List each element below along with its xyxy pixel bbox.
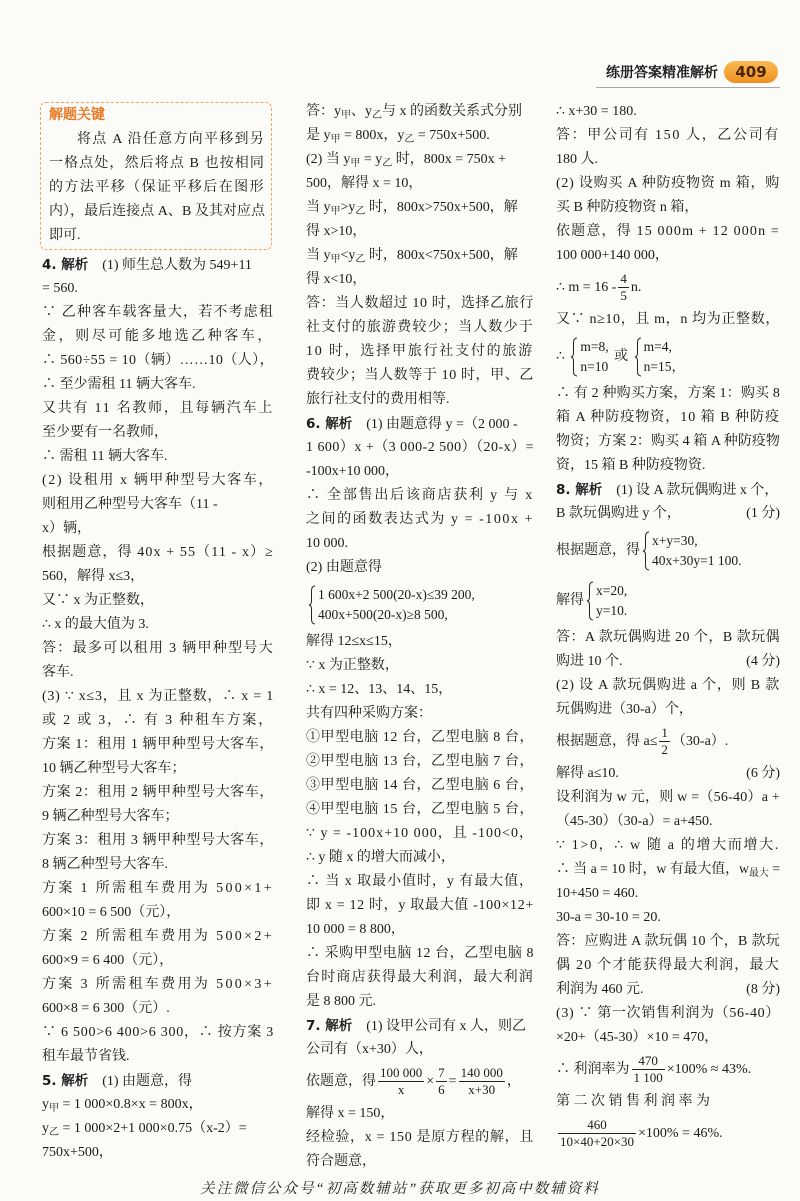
- text-line: 社支付的旅游费较少；当人数少于: [306, 320, 534, 335]
- subscript: 乙: [404, 134, 415, 145]
- text-line: 经检验，x = 150 是原方程的解，且: [306, 1130, 534, 1145]
- question-label: 6. 解析: [306, 416, 353, 432]
- text-line: [556, 762, 780, 786]
- text-line: ④甲型电脑 15 台，乙型电脑 5 台，: [306, 802, 534, 817]
- fraction-numerator: 1: [661, 725, 668, 741]
- text-segment: =: [448, 1074, 457, 1089]
- subscript: 乙: [49, 1127, 59, 1138]
- subscript: 乙: [382, 158, 393, 169]
- text-line: 解得 12≤x≤15，: [306, 634, 402, 649]
- text-line: [306, 412, 534, 436]
- text-segment: 根据题意，得: [556, 543, 640, 558]
- text-line: ×20+（45-30）×10 = 470，: [556, 1030, 719, 1045]
- text-line: [42, 1117, 274, 1141]
- text-line: ∵ 1>0，∴ w 随 a 的增大而增大.: [556, 838, 780, 853]
- brace-symbol: [586, 581, 594, 621]
- score-mark: (6 分): [746, 766, 780, 781]
- text-line: 解得 x = 150，: [306, 1106, 395, 1121]
- text-line: [556, 978, 780, 1002]
- text-segment: <y: [340, 248, 356, 263]
- text-line: 答：最多可以租用 3 辆甲种型号大: [42, 641, 274, 656]
- text-segment: 当 y: [306, 248, 331, 263]
- question-label: 5. 解析: [42, 1073, 89, 1089]
- text-segment: = y: [360, 152, 383, 167]
- text-line: [42, 253, 274, 277]
- brace-symbol: [634, 337, 642, 377]
- equation-rows: [652, 531, 741, 571]
- text-line: 得 x>10，: [306, 224, 367, 239]
- text-line: 答：甲公司有 150 人，乙公司有: [556, 128, 780, 143]
- text-line: 租车最节省钱.: [42, 1049, 130, 1064]
- text-line: 100 000+140 000，: [556, 248, 669, 263]
- text-line: [556, 332, 780, 382]
- text-line: 费较少；当人数等于 10 时，甲、乙: [306, 368, 534, 383]
- score-mark: (8 分): [746, 982, 780, 997]
- text-segment: y: [42, 1121, 49, 1136]
- text-line: 之间的函数表达式为 y = -100x +: [306, 512, 535, 527]
- subscript: 甲: [330, 206, 341, 217]
- text-line: [306, 1014, 534, 1038]
- text-line: 又∵ n≥10，且 m，n 均为正整数，: [556, 312, 780, 327]
- text-segment: (1) 由题意得 y =（2 000 -: [352, 417, 518, 432]
- text-line: [306, 100, 534, 124]
- equation-row: x+y=30,: [652, 532, 698, 548]
- text-line: 8 辆乙种型号大客车.: [42, 857, 168, 872]
- text-line: 至少要有一名教师，: [42, 425, 168, 440]
- text-line: ∴ 有 2 种购买方案，方案 1：购买 8: [556, 386, 781, 401]
- text-segment: 答：y: [306, 104, 341, 119]
- text-segment: y: [42, 1097, 49, 1112]
- text-segment: 当 y: [306, 200, 331, 215]
- equation-row: y=10.: [596, 602, 628, 618]
- text-line: [556, 478, 780, 502]
- text-segment: 是 y: [306, 128, 331, 143]
- text-line: (3) ∵ x≤3，且 x 为正整数，∴ x = 1: [42, 689, 274, 704]
- text-line: [306, 124, 534, 148]
- text-line: 得 x<10，: [306, 272, 367, 287]
- brace-path: [643, 532, 649, 570]
- fraction: [459, 1065, 505, 1098]
- equation-system: [642, 531, 741, 571]
- fraction-denominator: x+30: [468, 1082, 496, 1098]
- key-box-line: 一格点处，然后将点 B 也按相同: [49, 156, 266, 171]
- text-segment: 利润为 460 元.: [556, 982, 644, 997]
- subscript: 乙: [355, 254, 366, 265]
- equation-row: m=4,: [643, 338, 672, 354]
- text-line: 则租用乙种型号大客车（11 -: [42, 497, 218, 512]
- text-segment: = 750x+500.: [414, 128, 490, 143]
- text-line: （45-30）（30-a）= a+450.: [556, 814, 713, 829]
- equation-rows: [596, 581, 627, 621]
- text-segment: 与 x 的函数关系式分别: [382, 104, 522, 119]
- text-line: [42, 1069, 274, 1093]
- subscript: 甲: [341, 110, 351, 121]
- subscript: 最大: [748, 868, 769, 879]
- text-line: 根据题意，得 40x + 55（11 - x）≥: [42, 545, 274, 560]
- answer-column-2: [306, 100, 534, 1174]
- text-line: 10 000 = 8 800，: [306, 922, 405, 937]
- text-segment: (1) 由题意，得: [88, 1074, 193, 1089]
- fraction: [618, 271, 629, 304]
- header-rule: [596, 87, 780, 88]
- text-line: (2) 设购买 A 种防疫物资 m 箱，购: [556, 176, 780, 191]
- text-segment: （30-a）.: [671, 734, 729, 749]
- text-line: 10 时，选择甲旅行社支付的旅游: [306, 344, 534, 359]
- text-line: ②甲型电脑 13 台，乙型电脑 7 台，: [306, 754, 534, 769]
- question-label: 8. 解析: [556, 482, 603, 498]
- brace-path: [309, 586, 315, 624]
- score-mark: (4 分): [746, 654, 780, 669]
- text-line: 依题意，得 15 000m + 12 000n =: [556, 224, 781, 239]
- text-line: 符合题意，: [306, 1154, 376, 1169]
- text-line: 物资；方案 2：购买 4 箱 A 种防疫物: [556, 434, 780, 449]
- brace-symbol: [642, 531, 650, 571]
- text-segment: (1) 设 A 款玩偶购进 x 个，: [602, 483, 779, 498]
- text-line: 买 B 种防疫物资 n 箱，: [556, 200, 699, 215]
- answer-column-1: [42, 253, 274, 1165]
- equation-row: n=10: [580, 358, 609, 374]
- text-line: 又∵ x 为正整数，: [42, 593, 154, 608]
- text-line: ∴ x = 12、13、14、15，: [306, 682, 453, 697]
- equation-row: x=20,: [596, 582, 628, 598]
- text-line: [306, 1062, 534, 1102]
- text-line: 答：应购进 A 款玩偶 10 个，B 款玩: [556, 934, 780, 949]
- text-line: 答：当人数超过 10 时，选择乙旅行: [306, 296, 534, 311]
- fraction-denominator: 10×40+20×30: [560, 1134, 634, 1150]
- text-line: (2) 设租用 x 辆甲种型号大客车，: [42, 473, 274, 488]
- text-line: 600×8 = 6 300（元）.: [42, 1001, 170, 1016]
- text-line: ∴ y 随 x 的增大而减小，: [306, 850, 455, 865]
- fraction-numerator: 140 000: [460, 1065, 503, 1081]
- text-segment: n.: [630, 280, 642, 295]
- text-line: [306, 148, 534, 172]
- text-segment: 根据题意，得 a≤: [556, 734, 658, 749]
- text-line: [556, 1050, 780, 1090]
- text-line: [556, 268, 780, 308]
- text-segment: (2) 当 y: [306, 152, 351, 167]
- page-number-badge: 409: [724, 61, 778, 83]
- key-box-line: 将点 A 沿任意方向平移到另: [77, 132, 265, 147]
- text-segment: = 800x，y: [340, 128, 405, 143]
- equation-system: [586, 581, 627, 621]
- text-line: 方案 2：租用 2 辆甲种型号大客车，: [42, 785, 274, 800]
- answer-column-3: [556, 100, 780, 1154]
- fraction: [659, 725, 670, 758]
- text-line: ∵ 乙种客车载客量大，若不考虑租: [42, 305, 274, 320]
- text-line: 750x+500，: [42, 1145, 113, 1160]
- text-line: [42, 1093, 274, 1117]
- text-line: 即 x = 12 时，y 取最大值 -100×12+: [306, 898, 534, 913]
- text-segment: 解得 a≤10.: [556, 766, 619, 781]
- text-line: ∵ y = -100x+10 000，且 -100<0，: [306, 826, 535, 841]
- text-segment: 或: [610, 349, 632, 364]
- text-segment: = 1 000×0.8×x = 800x，: [59, 1097, 203, 1112]
- text-line: 设利润为 w 元，则 w =（56-40）a +: [556, 790, 781, 805]
- key-box-line: 内），最后连接点 A、B 及其对应点: [49, 204, 265, 219]
- text-line: 或 2 或 3，∴ 有 3 种租车方案，: [42, 713, 274, 728]
- text-line: 台时商店获得最大利润，最大利润: [306, 970, 534, 985]
- text-segment: 时，800x>750x+500，解: [365, 200, 518, 215]
- text-line: [306, 244, 534, 268]
- header-title: 练册答案精准解析: [606, 65, 718, 81]
- footer-promo-text: 关注微信公众号“初高数辅站”获取更多初高中数辅资料: [200, 1181, 600, 1197]
- fraction-numerator: 7: [438, 1065, 445, 1081]
- fraction-denominator: 2: [661, 742, 668, 758]
- text-segment: ×100% = 46%.: [638, 1126, 723, 1141]
- subscript: 乙: [355, 206, 366, 217]
- score-mark: (1 分): [746, 506, 780, 521]
- equation-rows: [644, 337, 685, 377]
- text-segment: B 款玩偶购进 y 个，: [556, 506, 681, 521]
- solution-key-box: [40, 102, 272, 250]
- text-line: 30-a = 30-10 = 20.: [556, 910, 661, 925]
- text-line: 偶 20 个才能获得最大利润，最大: [556, 958, 780, 973]
- text-line: 600×10 = 6 500（元），: [42, 905, 181, 920]
- text-line: 答：A 款玩偶购进 20 个，B 款玩偶: [556, 630, 780, 645]
- equation-row: 40x+30y=1 100.: [652, 552, 742, 568]
- text-line: ∴ 采购甲型电脑 12 台，乙型电脑 8: [306, 946, 534, 961]
- subscript: 甲: [350, 158, 361, 169]
- text-line: [556, 526, 780, 576]
- text-line: 10 辆乙种型号大客车；: [42, 761, 186, 776]
- text-line: 方案 3：租用 3 辆甲种型号大客车，: [42, 833, 274, 848]
- subscript: 甲: [330, 134, 341, 145]
- text-segment: ∴: [556, 349, 569, 364]
- text-line: [556, 502, 780, 526]
- fraction: [558, 1117, 636, 1150]
- equation-row: 400x+500(20-x)≥8 500,: [318, 606, 448, 622]
- text-line: (3) ∵ 第一次销售利润为（56-40）: [556, 1006, 780, 1021]
- fraction-numerator: 100 000: [380, 1065, 423, 1081]
- text-line: ∴ 当 x 取最小值时，y 有最大值，: [306, 874, 534, 889]
- text-segment: = 1 000×2+1 000×0.75（x-2）=: [59, 1121, 247, 1136]
- text-line: 是 8 800 元.: [306, 994, 376, 1009]
- fraction-numerator: 460: [558, 1117, 636, 1134]
- equation-row: n=15，: [643, 358, 686, 374]
- subscript: 乙: [372, 110, 382, 121]
- equation-system: [308, 585, 475, 625]
- text-line: 9 辆乙种型号大客车；: [42, 809, 179, 824]
- text-line: ∴ 560÷55 = 10（辆）……10（人），: [42, 353, 274, 368]
- text-line: 560，解得 x≤3，: [42, 569, 145, 584]
- subscript: 甲: [49, 1103, 59, 1114]
- key-box-line: 即可.: [49, 228, 81, 243]
- text-segment: 解得: [556, 593, 584, 608]
- subscript: 甲: [330, 254, 341, 265]
- text-line: 客车.: [42, 665, 74, 680]
- text-segment: ∴ 当 a = 10 时，w 有最大值，w: [556, 862, 749, 877]
- text-line: 方案 2 所需租车费用为 500×2+: [42, 929, 274, 944]
- text-segment: ×: [426, 1074, 435, 1089]
- fraction: [632, 1053, 665, 1086]
- text-line: 方案 3 所需租车费用为 500×3+: [42, 977, 274, 992]
- text-segment: ∴ 利润率为: [556, 1062, 630, 1077]
- text-line: ∴ 全部售出后该商店获利 y 与 x: [306, 488, 535, 503]
- text-segment: ∴ m = 16 -: [556, 280, 617, 295]
- text-segment: (1) 师生总人数为 549+11: [88, 258, 252, 273]
- text-line: 箱 A 种防疫物资，10 箱 B 种防疫: [556, 410, 780, 425]
- text-line: 玩偶购进（30-a）个，: [556, 702, 693, 717]
- text-line: -100x+10 000，: [306, 464, 400, 479]
- text-line: 旅行社支付的费用相等.: [306, 392, 450, 407]
- equation-rows: [318, 585, 475, 625]
- text-line: 方案 1 所需租车费用为 500×1+: [42, 881, 274, 896]
- text-segment: 购进 10 个.: [556, 654, 623, 669]
- text-line: = 560.: [42, 281, 78, 296]
- text-line: [306, 580, 534, 630]
- text-segment: 时，800x<750x+500，解: [365, 248, 518, 263]
- fraction-numerator: 4: [620, 271, 627, 287]
- brace-path: [634, 338, 640, 376]
- text-line: [306, 196, 534, 220]
- text-line: 180 人.: [556, 152, 598, 167]
- text-line: 10+450 = 460.: [556, 886, 639, 901]
- text-line: (2) 由题意得: [306, 560, 382, 575]
- text-segment: 依题意，得: [306, 1074, 376, 1089]
- text-segment: ，: [506, 1074, 521, 1089]
- text-segment: >y: [340, 200, 356, 215]
- text-line: (2) 设 A 款玩偶购进 a 个，则 B 款: [556, 678, 780, 693]
- brace-path: [587, 582, 593, 620]
- equation-row: m=8,: [580, 338, 609, 354]
- text-line: ∵ 6 500>6 400>6 300，∴ 按方案 3: [42, 1025, 274, 1040]
- text-line: 500，解得 x = 10，: [306, 176, 423, 191]
- text-line: 又共有 11 名教师，且每辆汽车上: [42, 401, 274, 416]
- text-line: 600×9 = 6 400（元），: [42, 953, 174, 968]
- text-line: 10 000.: [306, 536, 348, 551]
- text-segment: ×100% ≈ 43%.: [666, 1062, 752, 1077]
- fraction-denominator: x: [397, 1082, 405, 1098]
- brace-path: [571, 338, 577, 376]
- text-line: ∴ x+30 = 180.: [556, 104, 637, 119]
- text-line: 共有四种采购方案：: [306, 706, 432, 721]
- text-line: ∵ x 为正整数，: [306, 658, 399, 673]
- text-segment: =: [768, 862, 781, 877]
- fraction-denominator: 5: [620, 288, 627, 304]
- text-line: ∴ x 的最大值为 3.: [42, 617, 149, 632]
- question-label: 7. 解析: [306, 1018, 353, 1034]
- text-line: 资，15 箱 B 种防疫物资.: [556, 458, 706, 473]
- text-line: ∴ 需租 11 辆大客车.: [42, 449, 168, 464]
- text-line: ①甲型电脑 12 台，乙型电脑 8 台，: [306, 730, 534, 745]
- text-line: [556, 1114, 780, 1154]
- text-line: [556, 722, 780, 762]
- key-box-line: 的方法平移（保证平移后在图形: [49, 180, 266, 195]
- text-segment: 、y: [351, 104, 372, 119]
- text-line: [556, 576, 780, 626]
- text-line: 1 600）x +（3 000-2 500）（20-x）=: [306, 440, 534, 455]
- text-line: x）辆，: [42, 521, 91, 536]
- text-line: [556, 858, 781, 882]
- text-segment: (1) 设甲公司有 x 人，则乙: [352, 1019, 527, 1034]
- question-label: 4. 解析: [42, 257, 89, 273]
- text-line: ③甲型电脑 14 台，乙型电脑 6 台，: [306, 778, 534, 793]
- fraction: [378, 1065, 424, 1098]
- text-segment: 时，800x = 750x +: [392, 152, 507, 167]
- equation-system: [634, 337, 685, 377]
- fraction-denominator: 1 100: [633, 1070, 663, 1086]
- equation-rows: [580, 337, 608, 377]
- brace-symbol: [308, 585, 316, 625]
- equation-row: 1 600x+2 500(20-x)≤39 200,: [318, 586, 475, 602]
- fraction-numerator: 470: [632, 1053, 665, 1070]
- text-line: 公司有（x+30）人，: [306, 1042, 433, 1057]
- key-box-text: [49, 128, 265, 248]
- brace-symbol: [570, 337, 578, 377]
- text-line: 金，则尽可能多地选乙种客车，: [42, 329, 274, 344]
- key-box-title: 解题关键: [49, 107, 105, 123]
- fraction: [436, 1065, 447, 1098]
- text-line: 方案 1：租用 1 辆甲种型号大客车，: [42, 737, 274, 752]
- equation-system: [570, 337, 608, 377]
- text-line: ∴ 至少需租 11 辆大客车.: [42, 377, 196, 392]
- text-line: 第 二 次 销 售 利 润 率 为: [556, 1094, 710, 1109]
- fraction-denominator: 6: [438, 1082, 445, 1098]
- text-line: [556, 650, 780, 674]
